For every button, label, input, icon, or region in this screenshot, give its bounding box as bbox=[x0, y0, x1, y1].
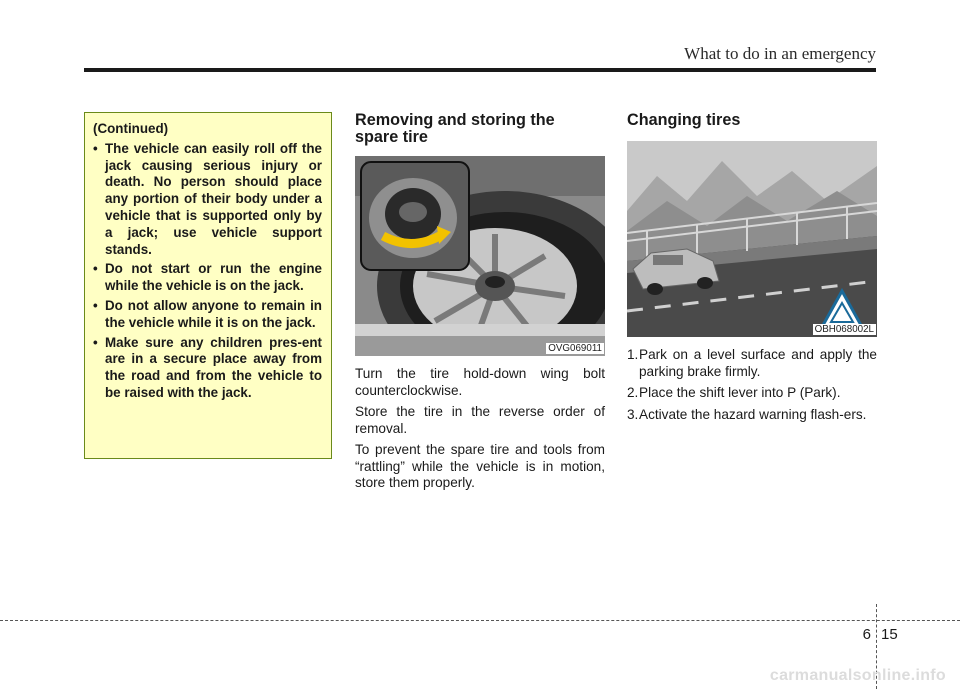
spare-tire-figure bbox=[355, 156, 605, 356]
chapter-number: 6 bbox=[862, 626, 871, 643]
figure-code: OVG069011 bbox=[548, 343, 602, 354]
step-text: Place the shift lever into P (Park). bbox=[639, 385, 841, 400]
footer-rule bbox=[0, 620, 960, 621]
watermark: carmanualsonline.info bbox=[769, 667, 946, 684]
warning-item: • Do not allow anyone to remain in the vehicle while it is on the jack. bbox=[93, 298, 322, 332]
warning-item: • The vehicle can easily roll off the jack causing serious injury or death. No person should place any portion of their body under a vehicle that is supported only by a jack; use vehicle support stands. bbox=[93, 141, 322, 259]
step-item bbox=[627, 407, 877, 424]
steps-list bbox=[627, 347, 877, 423]
warning-list bbox=[93, 141, 322, 402]
changing-tires-heading: Changing tires bbox=[627, 111, 741, 129]
spare-tire-section bbox=[355, 112, 605, 497]
warning-item: • Do not start or run the engine while the vehicle is on the jack. bbox=[93, 261, 322, 295]
changing-tires-section bbox=[627, 112, 877, 428]
step-number: 1. bbox=[627, 347, 639, 362]
figure-code: OBH068002L bbox=[814, 324, 874, 335]
paragraph: Turn the tire hold-down wing bolt counterclockwise. bbox=[355, 366, 605, 398]
step-text: Park on a level surface and apply the parking brake firmly. bbox=[639, 347, 877, 379]
step-text: Activate the hazard warning flash-ers. bbox=[639, 406, 867, 422]
step-item bbox=[627, 385, 877, 402]
header-rule bbox=[84, 68, 876, 72]
section-title: What to do in an emergency bbox=[684, 44, 876, 63]
roadside-illustration bbox=[627, 141, 877, 337]
continued-label: (Continued) bbox=[93, 121, 169, 136]
warning-item: • Make sure any children pres-ent are in a secure place away from the road and from the vehicle to be raised with the jack. bbox=[93, 335, 322, 402]
warning-box bbox=[84, 112, 332, 459]
spare-tire-illustration bbox=[355, 156, 605, 356]
step-number: 2. bbox=[627, 385, 639, 400]
paragraph: Store the tire in the reverse order of removal. bbox=[355, 404, 605, 436]
paragraph: To prevent the spare tire and tools from “rattling” while the vehicle is in motion, store them properly. bbox=[355, 442, 605, 490]
step-number: 3. bbox=[627, 406, 639, 422]
spare-tire-heading: Removing and storing the spare tire bbox=[355, 111, 555, 146]
step-item bbox=[627, 347, 877, 380]
changing-tires-figure bbox=[627, 141, 877, 337]
page-number: 15 bbox=[881, 626, 898, 643]
